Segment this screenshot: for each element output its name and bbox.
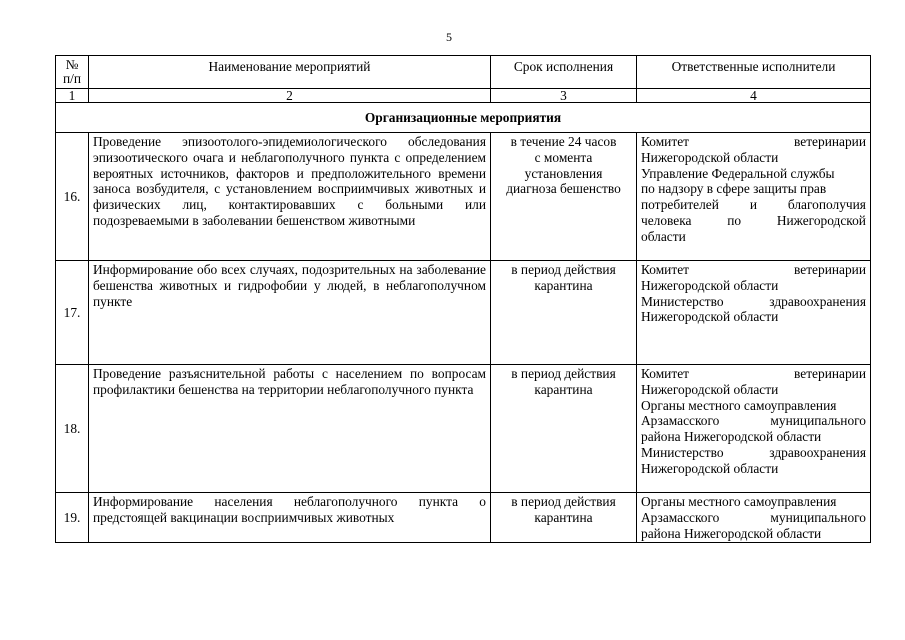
measure-name: Проведение разъяснительной работы с населением по вопросам профилактики бешенства на территории неблагополучного пункта: [89, 365, 491, 493]
header-number-line2: п/п: [62, 71, 82, 86]
header-name: Наименование мероприятий: [89, 56, 491, 89]
responsible-line: [641, 398, 866, 414]
header-responsible: Ответственные исполнители: [637, 56, 871, 89]
measure-name: Проведение эпизоотолого-эпидемиологического обследования эпизоотического очага и неблагополучного пункта с определением вероятных источников, факторов и предположительного времени заноса возбудителя, с установлением восприимчивых животных и физических лиц, контактировавших с больными или подозреваемыми в заболевании бешенством животными: [89, 133, 491, 261]
term-line: с момента: [534, 149, 593, 165]
responsible-line: [641, 461, 866, 477]
responsible-executors: [637, 493, 871, 543]
row-number: 16.: [56, 133, 89, 261]
column-numbers-row: [56, 89, 871, 103]
term-line: карантина: [534, 509, 593, 525]
responsible-word: Нижегородской области: [641, 460, 779, 476]
responsible-word: района Нижегородской области: [641, 429, 822, 445]
section-title: Организационные мероприятия: [56, 103, 871, 133]
responsible-word: Нижегородской области: [641, 381, 779, 397]
responsible-word: Арзамасского: [641, 509, 720, 525]
header-number-line1: №: [65, 57, 79, 72]
term-line: диагноза бешенство: [506, 181, 621, 197]
responsible-line: [641, 494, 866, 510]
responsible-line: [641, 134, 866, 150]
responsible-word: области: [641, 228, 686, 244]
responsible-line: [641, 382, 866, 398]
term-line: карантина: [534, 277, 593, 293]
responsible-word: по: [727, 212, 742, 228]
header-number: [56, 56, 89, 89]
measure-name: Информирование населения неблагополучного пункта о предстоящей вакцинации восприимчивых животных: [89, 493, 491, 543]
responsible-line: [641, 309, 866, 325]
responsible-word: муниципального: [770, 413, 866, 429]
responsible-line: [641, 197, 866, 213]
header-term: Срок исполнения: [491, 56, 637, 89]
responsible-word: благополучия: [787, 197, 866, 213]
responsible-line: [641, 262, 866, 278]
term-line: в период действия: [511, 366, 616, 381]
responsible-word: Комитет: [641, 134, 689, 149]
measure-term: [491, 365, 637, 493]
responsible-word: потребителей: [641, 197, 719, 213]
responsible-line: [641, 445, 866, 461]
responsible-line: [641, 526, 866, 542]
table-header-row: [56, 56, 871, 89]
responsible-word: Комитет: [641, 262, 689, 277]
responsible-line: [641, 166, 866, 182]
responsible-word: района Нижегородской области: [641, 525, 822, 541]
table-row: [56, 133, 871, 261]
term-line: установления: [524, 165, 603, 181]
responsible-word: ветеринарии: [794, 262, 866, 277]
term-line: в течение 24 часов: [510, 134, 617, 149]
row-number: 18.: [56, 365, 89, 493]
table-row: [56, 493, 871, 543]
responsible-word: по надзору в сфере защиты прав: [641, 181, 827, 197]
responsible-line: [641, 229, 866, 245]
responsible-word: Министерство: [641, 293, 724, 309]
responsible-word: Нижегородской области: [641, 149, 779, 165]
responsible-line: [641, 213, 866, 229]
row-number: 19.: [56, 493, 89, 543]
responsible-executors: [637, 261, 871, 365]
responsible-word: человека: [641, 212, 692, 228]
responsible-line: [641, 510, 866, 526]
responsible-executors: [637, 133, 871, 261]
row-number: 17.: [56, 261, 89, 365]
column-number-1: 1: [56, 89, 89, 103]
section-row: [56, 103, 871, 133]
term-line: в период действия: [511, 494, 616, 509]
responsible-word: здравоохранения: [769, 444, 866, 460]
responsible-executors: [637, 365, 871, 493]
column-number-2: 2: [89, 89, 491, 103]
measure-term: [491, 261, 637, 365]
measure-term: [491, 133, 637, 261]
responsible-word: и: [749, 197, 757, 213]
measure-term: [491, 493, 637, 543]
measure-name: Информирование обо всех случаях, подозрительных на заболевание бешенства животных и гидрофобии у людей, в неблагополучном пункте: [89, 261, 491, 365]
responsible-word: Комитет: [641, 366, 689, 381]
responsible-word: Управление Федеральной службы: [641, 165, 835, 181]
responsible-line: [641, 181, 866, 197]
column-number-4: 4: [637, 89, 871, 103]
responsible-line: [641, 150, 866, 166]
responsible-word: Органы местного самоуправления: [641, 397, 837, 413]
term-line: карантина: [534, 381, 593, 397]
responsible-word: Нижегородской области: [641, 309, 779, 325]
responsible-word: Нижегородской области: [641, 277, 779, 293]
responsible-line: [641, 366, 866, 382]
responsible-word: ветеринарии: [794, 134, 866, 149]
responsible-word: ветеринарии: [794, 366, 866, 381]
responsible-line: [641, 294, 866, 310]
responsible-word: Нижегородской: [776, 212, 866, 228]
responsible-word: здравоохранения: [769, 293, 866, 309]
table-row: [56, 365, 871, 493]
column-number-3: 3: [491, 89, 637, 103]
term-line: в период действия: [511, 262, 616, 277]
responsible-line: [641, 429, 866, 445]
page-number: 5: [446, 30, 452, 44]
measures-table: [55, 55, 871, 543]
responsible-line: [641, 278, 866, 294]
responsible-word: Арзамасского: [641, 413, 720, 429]
responsible-line: [641, 413, 866, 429]
responsible-word: Министерство: [641, 444, 724, 460]
responsible-word: Органы местного самоуправления: [641, 494, 837, 509]
responsible-word: муниципального: [770, 509, 866, 525]
table-row: [56, 261, 871, 365]
